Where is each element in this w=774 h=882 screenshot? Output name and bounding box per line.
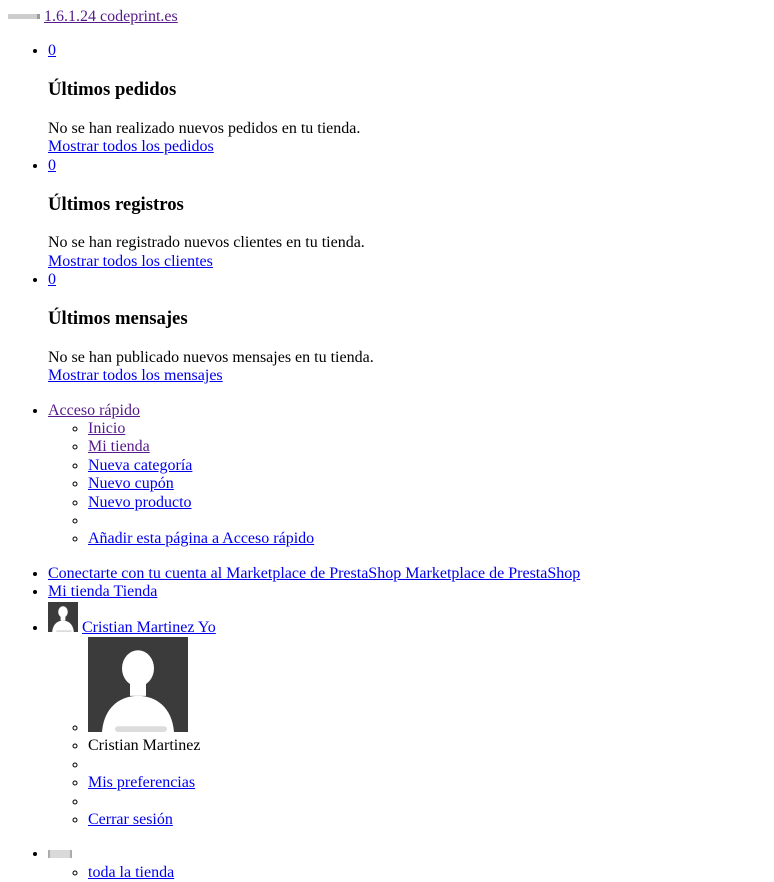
admin-header-page [8,8,766,882]
orders-heading: Últimos pedidos [48,79,177,101]
quick-access-submenu [48,420,766,549]
quick-access-new-voucher-link[interactable]: Nuevo cupón [88,475,174,493]
quick-access-item [48,402,766,549]
logo-placeholder-icon [8,14,40,19]
search-placeholder-icon [48,850,72,858]
quick-access-subitem [88,530,766,548]
header-bar [8,8,766,26]
quick-access-home-link[interactable]: Inicio [88,420,126,438]
employee-name: Cristian Martinez [88,737,201,755]
messages-notification-item [48,271,766,385]
search-item [48,845,766,882]
employee-menu-empty-item [88,793,766,811]
shop-item [48,583,766,601]
customers-notification-item [48,157,766,271]
add-page-to-quick-access-link[interactable]: Añadir esta página a Acceso rápido [88,530,315,548]
quick-access-list [8,402,766,549]
quick-access-subitem [88,494,766,512]
show-all-orders-link[interactable]: Mostrar todos los pedidos [48,138,214,156]
shop-link[interactable]: Mi tienda Tienda [48,583,158,601]
orders-empty-message: No se han realizado nuevos pedidos en tu tienda. [48,120,361,138]
employee-name-item [88,737,766,755]
customers-empty-message: No se han registrado nuevos clientes en tu tienda. [48,234,365,252]
customers-count-link[interactable]: 0 [48,156,56,174]
messages-count-link[interactable]: 0 [48,271,56,289]
quick-access-new-product-link[interactable]: Nuevo producto [88,493,192,511]
preferences-item [88,774,766,792]
account-list [8,565,766,830]
quick-access-new-category-link[interactable]: Nueva categoría [88,456,193,474]
preferences-link[interactable]: Mis preferencias [88,774,196,792]
quick-access-empty-item [88,512,766,530]
customers-panel [48,194,766,271]
employee-menu [48,637,766,829]
employee-avatar-small [48,602,78,632]
messages-heading: Últimos mensajes [48,308,188,330]
quick-access-link[interactable]: Acceso rápido [48,401,140,419]
logout-item [88,811,766,829]
show-all-customers-link[interactable]: Mostrar todos los clientes [48,252,213,270]
marketplace-item [48,565,766,583]
orders-notification-item [48,42,766,156]
employee-profile-link[interactable]: Cristian Martinez Yo [82,618,216,636]
search-scope-item [88,864,766,882]
notifications-list [8,42,766,385]
employee-avatar-large [88,637,188,732]
employee-menu-empty-item [88,756,766,774]
quick-access-subitem [88,475,766,493]
orders-panel [48,79,766,156]
search-scope-link[interactable]: toda la tienda [88,863,175,881]
quick-access-myshop-link[interactable]: Mi tienda [88,438,150,456]
search-list [8,845,766,882]
quick-access-subitem [88,438,766,456]
logout-link[interactable]: Cerrar sesión [88,810,173,828]
orders-count-link[interactable]: 0 [48,42,56,60]
messages-panel [48,308,766,385]
customers-heading: Últimos registros [48,193,184,215]
marketplace-link[interactable]: Conectarte con tu cuenta al Marketplace de PrestaShop Marketplace de PrestaShop [48,564,581,582]
messages-empty-message: No se han publicado nuevos mensajes en tu tienda. [48,348,374,366]
shop-version-link[interactable]: 1.6.1.24 codeprint.es [44,8,178,25]
search-scope-submenu [48,864,766,882]
show-all-messages-link[interactable]: Mostrar todos los mensajes [48,367,223,385]
employee-avatar-item [88,637,766,737]
employee-item [48,602,766,830]
quick-access-subitem [88,457,766,475]
quick-access-subitem [88,420,766,438]
